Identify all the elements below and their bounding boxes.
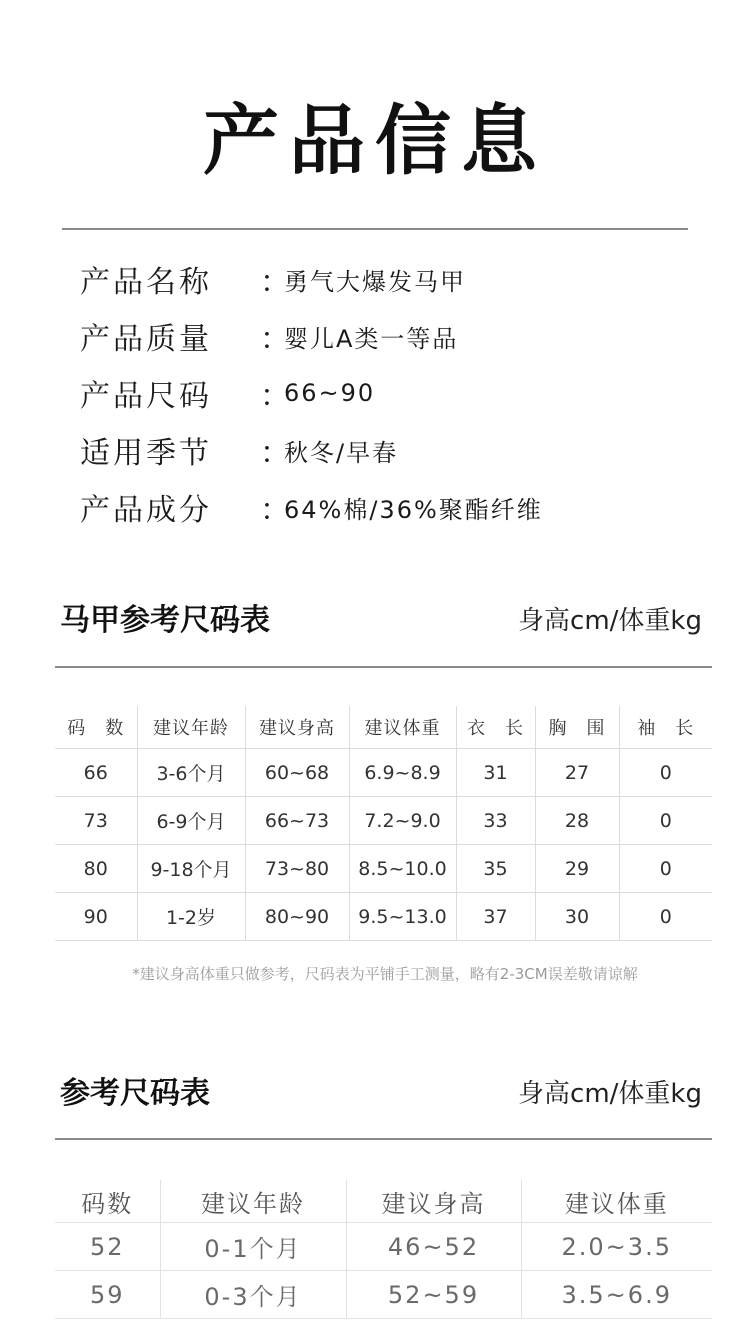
header-cell: 建议年龄 bbox=[137, 706, 245, 749]
info-label: 适用季节 bbox=[80, 436, 212, 471]
table-cell: 29 bbox=[535, 845, 619, 893]
table-cell: 2.0~3.5 bbox=[521, 1223, 712, 1271]
header-cell: 袖 长 bbox=[619, 706, 712, 749]
table-cell: 28 bbox=[535, 797, 619, 845]
title-divider bbox=[62, 228, 688, 230]
header-cell: 码 数 bbox=[55, 706, 137, 749]
table-header-row bbox=[55, 1180, 712, 1223]
table-cell: 7.2~9.0 bbox=[349, 797, 456, 845]
table-cell: 66~73 bbox=[245, 797, 349, 845]
table-cell: 27 bbox=[535, 749, 619, 797]
table-row bbox=[55, 845, 712, 893]
table-cell: 0-3个月 bbox=[160, 1271, 346, 1319]
table-cell: 73~80 bbox=[245, 845, 349, 893]
table-cell: 33 bbox=[456, 797, 535, 845]
table-cell: 8.5~10.0 bbox=[349, 845, 456, 893]
header-cell: 建议身高 bbox=[245, 706, 349, 749]
ref-size-table bbox=[55, 1180, 712, 1319]
size-note: *建议身高体重只做参考，尺码表为平铺手工测量，略有2-3CM误差敬请谅解 bbox=[132, 965, 638, 983]
info-colon: ： bbox=[260, 379, 290, 414]
table-cell: 0-1个月 bbox=[160, 1223, 346, 1271]
header-cell: 建议体重 bbox=[521, 1180, 712, 1223]
ref-table-title: 参考尺码表 bbox=[60, 1076, 210, 1111]
info-row-composition bbox=[80, 487, 543, 527]
vest-size-table bbox=[55, 706, 712, 941]
info-colon: ： bbox=[260, 436, 290, 471]
info-row-season bbox=[80, 430, 398, 470]
info-value: 勇气大爆发马甲 bbox=[284, 267, 466, 296]
ref-table-divider bbox=[55, 1138, 712, 1140]
table-cell: 0 bbox=[619, 797, 712, 845]
info-value: 66~90 bbox=[284, 379, 376, 407]
table-cell: 46~52 bbox=[346, 1223, 521, 1271]
vest-table-title: 马甲参考尺码表 bbox=[60, 603, 270, 638]
header-cell: 码数 bbox=[55, 1180, 160, 1223]
table-cell: 73 bbox=[55, 797, 137, 845]
table-cell: 35 bbox=[456, 845, 535, 893]
info-label: 产品尺码 bbox=[80, 379, 212, 414]
table-cell: 0 bbox=[619, 893, 712, 941]
table-cell: 59 bbox=[55, 1271, 160, 1319]
table-row bbox=[55, 1223, 712, 1271]
table-cell: 9-18个月 bbox=[137, 845, 245, 893]
info-label: 产品名称 bbox=[80, 265, 212, 300]
table-cell: 30 bbox=[535, 893, 619, 941]
table-cell: 37 bbox=[456, 893, 535, 941]
table-cell: 52~59 bbox=[346, 1271, 521, 1319]
table-cell: 66 bbox=[55, 749, 137, 797]
table-cell: 31 bbox=[456, 749, 535, 797]
page-title: 产品信息 bbox=[203, 96, 547, 185]
vest-table-divider bbox=[55, 666, 712, 668]
info-colon: ： bbox=[260, 265, 290, 300]
table-cell: 0 bbox=[619, 845, 712, 893]
table-cell: 80~90 bbox=[245, 893, 349, 941]
vest-table-unit: 身高cm/体重kg bbox=[518, 606, 702, 636]
info-row-quality bbox=[80, 316, 458, 356]
table-cell: 80 bbox=[55, 845, 137, 893]
info-colon: ： bbox=[260, 322, 290, 357]
table-cell: 90 bbox=[55, 893, 137, 941]
header-cell: 建议体重 bbox=[349, 706, 456, 749]
info-colon: ： bbox=[260, 493, 290, 528]
table-row bbox=[55, 797, 712, 845]
header-cell: 胸 围 bbox=[535, 706, 619, 749]
info-value: 婴儿A类一等品 bbox=[284, 324, 459, 353]
header-cell: 建议身高 bbox=[346, 1180, 521, 1223]
table-header-row bbox=[55, 706, 712, 749]
info-row-name bbox=[80, 259, 466, 299]
table-cell: 60~68 bbox=[245, 749, 349, 797]
info-label: 产品成分 bbox=[80, 493, 212, 528]
table-cell: 3-6个月 bbox=[137, 749, 245, 797]
table-cell: 0 bbox=[619, 749, 712, 797]
info-label: 产品质量 bbox=[80, 322, 212, 357]
table-row bbox=[55, 893, 712, 941]
info-value: 64%棉/36%聚酯纤维 bbox=[284, 495, 543, 524]
table-cell: 3.5~6.9 bbox=[521, 1271, 712, 1319]
table-cell: 1-2岁 bbox=[137, 893, 245, 941]
table-row bbox=[55, 749, 712, 797]
table-cell: 6.9~8.9 bbox=[349, 749, 456, 797]
ref-table-unit: 身高cm/体重kg bbox=[518, 1079, 702, 1109]
table-cell: 9.5~13.0 bbox=[349, 893, 456, 941]
header-cell: 建议年龄 bbox=[160, 1180, 346, 1223]
table-cell: 52 bbox=[55, 1223, 160, 1271]
info-row-size bbox=[80, 373, 375, 413]
table-row bbox=[55, 1271, 712, 1319]
header-cell: 衣 长 bbox=[456, 706, 535, 749]
info-value: 秋冬/早春 bbox=[284, 438, 399, 467]
table-cell: 6-9个月 bbox=[137, 797, 245, 845]
